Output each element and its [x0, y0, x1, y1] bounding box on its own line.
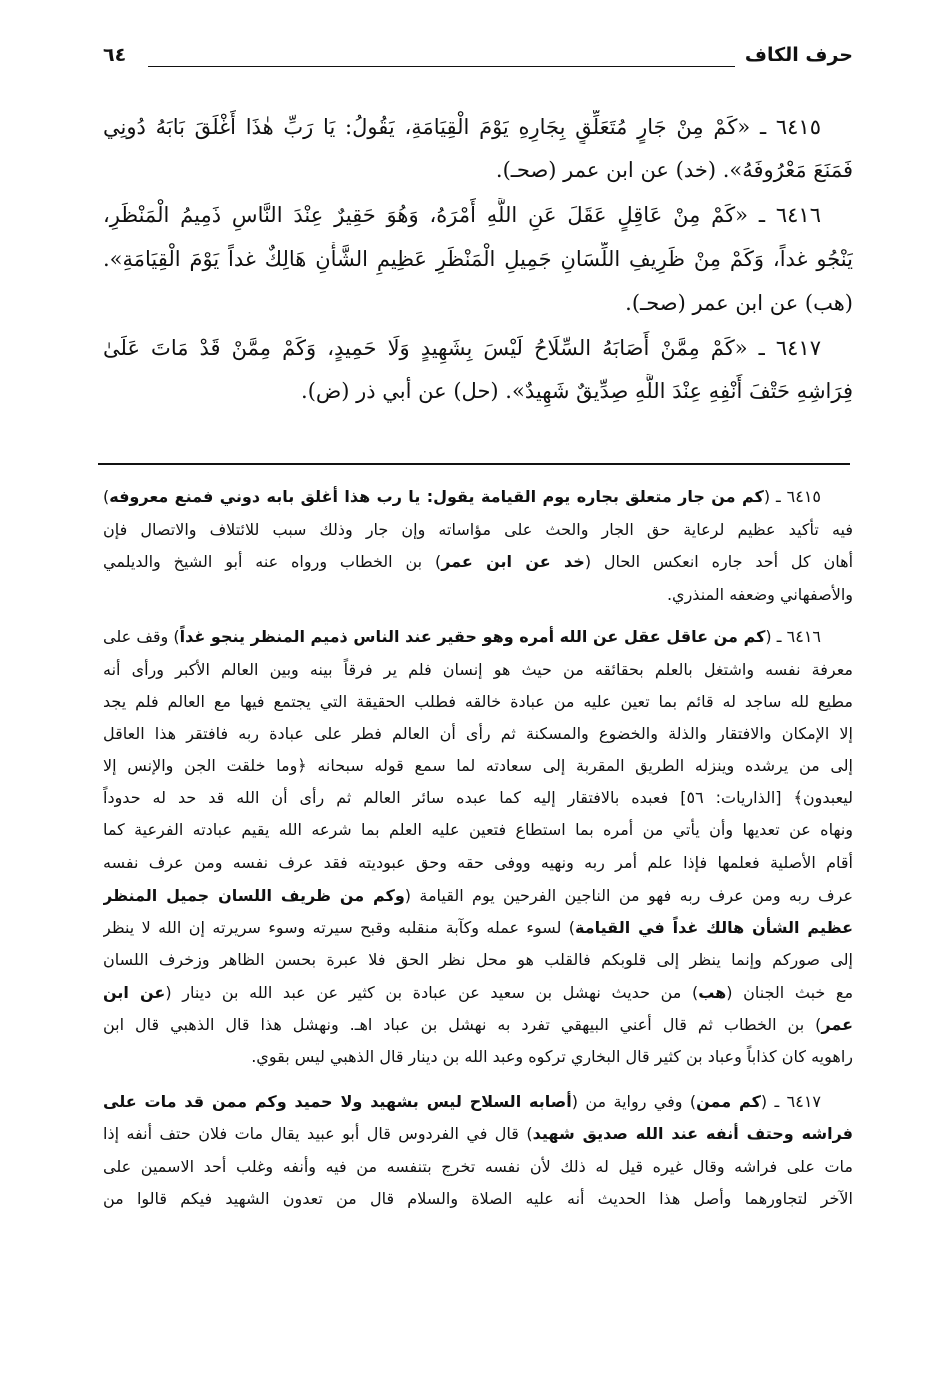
- bold-text: هب: [698, 983, 727, 1002]
- hadith-line: [103, 110, 853, 144]
- text: معرفة نفسه واشتغل بالعلم بحقائقه من حيث هو إنسان فلم ير فرقاً بينه وبين العالم الأكبر ورأى أنه: [103, 660, 853, 679]
- footnote-line: [103, 655, 853, 685]
- footnote-line: [103, 622, 853, 652]
- hadith-line: [103, 198, 853, 232]
- text: مع خبث الجنان (: [726, 983, 853, 1002]
- text: الآخر لتجاورهما وأصل هذا الحديث أنه عليه الصلاة والسلام قال من تعدون الشهيد فيكم قالوا من: [103, 1189, 853, 1208]
- text: ): [103, 487, 110, 506]
- text: يَنْجُو غداً، وَكَمْ مِنْ ظَرِيفِ اللِّسَانِ جَمِيلِ الْمَنْظَرِ عَظِيمِ الشَّأْنِ هَالِكٌ غداً يَوْمَ الْقِيَامَةِ».: [103, 247, 853, 271]
- hadith-line: [103, 286, 853, 320]
- footnote-line: [103, 687, 853, 717]
- text: راهويه كان كذاباً وعباد بن كثير قال البخاري تركوه وعبد الله بن دينار قال الذهبي ليس بقوي.: [251, 1047, 853, 1066]
- text: إلى صوركم وإنما ينظر إلى قلوبكم فالقلب هو محل نظر الحق فلا عبرة بحسن الظاهر وزخرف اللسان: [103, 950, 853, 969]
- hadith-line: [103, 153, 853, 187]
- bold-text: فراشه وحتف أنفه عند الله صديق شهيد: [532, 1124, 853, 1143]
- text: ٦٤١٧ ـ (: [760, 1092, 822, 1111]
- footnote-line: [103, 913, 853, 943]
- running-header: [103, 44, 853, 74]
- hadith-line: [103, 374, 853, 408]
- hadith-line: [103, 331, 853, 365]
- bold-text: خد عن ابن عمر: [441, 552, 585, 571]
- footnote-line: [103, 1152, 853, 1182]
- footnote-line: [103, 783, 853, 813]
- footnote-line: [103, 719, 853, 749]
- footnote-line: [103, 848, 853, 878]
- text: فيه تأكيد عظيم لرعاية حق الجار والحث على مؤاساته وإن جار وذلك سبب للائتلاف والاتصال فإن: [103, 520, 853, 539]
- text: أهان كل أحد جاره انعكس الحال (: [584, 552, 853, 571]
- text: ٦٤١٦ ـ «كَمْ مِنْ عَاقِلٍ عَقَلَ عَنِ اللَّهِ أَمْرَهُ، وَهُوَ حَقِيرٌ عِنْدَ النَّاسِ ذَمِيمُ الْمَنْظَرِ،: [103, 203, 821, 227]
- footnote-line: [103, 881, 853, 911]
- bold-text: عمر: [821, 1015, 853, 1034]
- footnote-line: [103, 1184, 853, 1214]
- text: ٦٤١٧ ـ «كَمْ مِمَّنْ أَصَابَهُ السِّلَاحُ لَيْسَ بِشَهِيدٍ وَلَا حَمِيدٍ، وَكَمْ مِمَّنْ قَدْ مَاتَ عَلَىٰ: [103, 336, 821, 360]
- text: ٦٤١٦ ـ (: [765, 627, 822, 646]
- text: (هب) عن ابن عمر (صحـ).: [625, 291, 853, 315]
- hadith-line: [103, 242, 853, 276]
- text: إلا الإمكان والافتقار والذلة والخضوع والمسكنة ثم رأى أن العالم فطر على عبادة ربه فافتقر هذا العاقل: [103, 724, 853, 743]
- text: والأصفهاني وضعفه المنذري.: [666, 585, 853, 604]
- footnote-line: [103, 580, 853, 610]
- text: مات على فراشه وقال غيره قيل له ذلك لأن نفسه تخرج بتنفسه من فيه وأنفه وغلب أحد الاسمين على: [103, 1157, 853, 1176]
- footnote-line: [103, 1042, 853, 1072]
- text: عرف ربه ومن عرف ربه فهو من الناجين الفرحين يوم القيامة (: [404, 886, 853, 905]
- bold-text: وكم من ظريف اللسان جميل المنظر: [103, 886, 405, 905]
- header-rule: [148, 66, 735, 67]
- page-number: ٦٤: [103, 44, 127, 66]
- footnote-line: [103, 945, 853, 975]
- text: ) من حديث نهشل بن سعيد عن عبادة بن كثير عن عبد الله بن دينار (: [165, 983, 699, 1002]
- text: ) لسوء عمله وكآبة منقلبه وقبح سيرته وسوء سريرته إن الله لا ينظر: [103, 918, 576, 937]
- footnote-line: [103, 751, 853, 781]
- text: مطيع لله ساجد له قائم بما تعين عليه من عبادة خالقه فطلب الحقيقة التي يجتمع فيها مع العالم فلم يجد: [103, 692, 853, 711]
- text: ٦٤١٥ ـ (: [763, 487, 822, 506]
- bold-text: كم من جار متعلق بجاره يوم القيامة يقول: يا رب هذا أغلق بابه دوني فمنع معروفه: [109, 487, 764, 506]
- text: فِرَاشِهِ حَتْفَ أَنْفِهِ عِنْدَ اللَّهِ صِدِّيقٌ شَهِيدٌ». (حل) عن أبي ذر (ض).: [301, 379, 853, 403]
- footnote-line: [103, 482, 853, 512]
- footnote-line: [103, 815, 853, 845]
- bold-text: عظيم الشأن هالك غداً في القيامة: [575, 918, 853, 937]
- bold-text: كم من عاقل عقل عن الله أمره وهو حقير عند الناس ذميم المنظر ينجو غداً: [179, 627, 766, 646]
- text: ليعبدون﴾ [الذاريات: ٥٦] فعبده بالافتقار إليه كما عبده سائر العالم ثم رأى أن الله قد حد له حدوداً: [103, 788, 853, 807]
- text: ونهاه عن تعديها وأن يأتي من أمره بما استطاع فتعين عليه العلم بما شرعه الله يقيم عبادته الفرعية كما: [103, 820, 853, 839]
- text: أقام الأصلية فعلمها فإذا علم أمر ربه ونهيه ووفى حقه وحق عبوديته فقد عرف نفسه ومن عرف نفسه: [103, 853, 853, 872]
- text: ) بن الخطاب ورواه عنه أبو الشيخ والديلمي: [103, 552, 442, 571]
- chapter-title: حرف الكاف: [744, 44, 853, 66]
- footnote-line: [103, 1010, 853, 1040]
- bold-text: عن ابن: [103, 983, 166, 1002]
- bold-text: أصابه السلاح ليس بشهيد ولا حميد وكم ممن قد مات على: [103, 1092, 572, 1111]
- footnote-line: [103, 1087, 853, 1117]
- text: إلى من يرشده وينزله الطريق المقربة إلى سعادته لما سمع قوله سبحانه ﴿وما خلقت الجن والإنس إلا: [103, 756, 853, 775]
- text: فَمَنَعَ مَعْرُوفَهُ». (خد) عن ابن عمر (صحـ).: [495, 158, 853, 182]
- footnote-line: [103, 1119, 853, 1149]
- footnote-line: [103, 978, 853, 1008]
- text: ٦٤١٥ ـ «كَمْ مِنْ جَارٍ مُتَعَلِّقٍ بِجَارِهِ يَوْمَ الْقِيَامَةِ، يَقُولُ: يَا رَبِّ هٰذَا أَغْلَقَ بَابَهُ دُونِي: [103, 115, 821, 139]
- text: ) قال في الفردوس قال أبو عبيد يقال مات فلان حتف أنفه إذا: [103, 1124, 533, 1143]
- text: ) وفي رواية من (: [571, 1092, 697, 1111]
- text: ) وقف على: [103, 627, 180, 646]
- footnote-separator: [98, 463, 850, 465]
- footnote-line: [103, 547, 853, 577]
- footnote-line: [103, 515, 853, 545]
- bold-text: كم ممن: [696, 1092, 761, 1111]
- text: ) بن الخطاب ثم قال أعني البيهقي تفرد به نهشل بن عباد اهـ. ونهشل هذا قال الذهبي قال ابن: [103, 1015, 822, 1034]
